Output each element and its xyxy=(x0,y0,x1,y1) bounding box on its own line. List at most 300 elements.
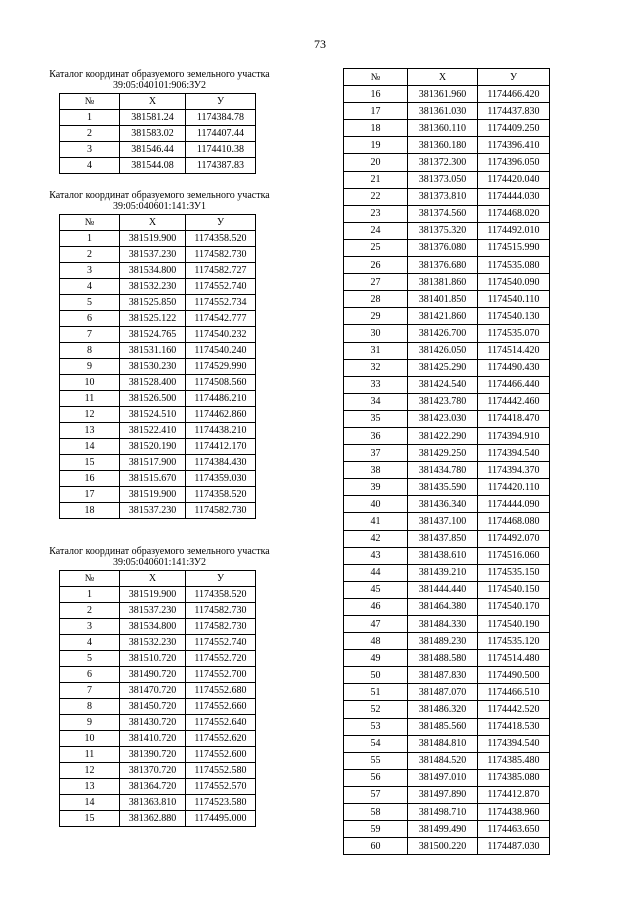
cell-x: 381470.720 xyxy=(120,683,186,699)
cell-number: 9 xyxy=(60,359,120,375)
header-x: X xyxy=(120,215,186,231)
cell-y: 1174552.620 xyxy=(186,731,256,747)
cell-x: 381524.510 xyxy=(120,407,186,423)
cell-number: 25 xyxy=(344,239,408,256)
table-row xyxy=(60,295,256,311)
cell-y: 1174387.83 xyxy=(186,158,256,174)
cell-number: 31 xyxy=(344,342,408,359)
cell-number: 1 xyxy=(60,587,120,603)
cell-y: 1174540.150 xyxy=(478,581,550,598)
table-row xyxy=(60,487,256,503)
cell-number: 48 xyxy=(344,633,408,650)
table-row xyxy=(60,327,256,343)
cell-x: 381390.720 xyxy=(120,747,186,763)
cell-x: 381410.720 xyxy=(120,731,186,747)
cell-x: 381435.590 xyxy=(408,479,478,496)
parcel-number: 39:05:040601:141:ЗУ2 xyxy=(113,557,206,568)
cell-number: 38 xyxy=(344,462,408,479)
table-row xyxy=(60,699,256,715)
cell-x: 381581.24 xyxy=(120,110,186,126)
cell-number: 39 xyxy=(344,479,408,496)
table-row xyxy=(344,462,550,479)
table-row xyxy=(344,342,550,359)
cell-x: 381437.850 xyxy=(408,530,478,547)
catalog-title: Каталог координат образуемого земельного участка xyxy=(49,190,270,201)
table-row xyxy=(344,752,550,769)
table-row xyxy=(344,804,550,821)
cell-number: 43 xyxy=(344,547,408,564)
cell-x: 381429.250 xyxy=(408,445,478,462)
cell-x: 381438.610 xyxy=(408,547,478,564)
cell-number: 27 xyxy=(344,274,408,291)
cell-x: 381372.300 xyxy=(408,154,478,171)
cell-y: 1174582.727 xyxy=(186,263,256,279)
table-row xyxy=(344,735,550,752)
header-y: У xyxy=(478,69,550,86)
table-row xyxy=(60,811,256,827)
cell-x: 381484.330 xyxy=(408,616,478,633)
cell-number: 12 xyxy=(60,407,120,423)
parcel-number: 39:05:040101:906:ЗУ2 xyxy=(113,80,206,91)
cell-y: 1174540.170 xyxy=(478,598,550,615)
cell-x: 381486.320 xyxy=(408,701,478,718)
cell-y: 1174444.090 xyxy=(478,496,550,513)
cell-number: 8 xyxy=(60,699,120,715)
cell-number: 51 xyxy=(344,684,408,701)
cell-x: 381424.540 xyxy=(408,376,478,393)
table-row xyxy=(60,763,256,779)
cell-number: 41 xyxy=(344,513,408,530)
cell-x: 381517.900 xyxy=(120,455,186,471)
table-row xyxy=(60,439,256,455)
cell-y: 1174492.070 xyxy=(478,530,550,547)
table-row xyxy=(60,455,256,471)
table-row xyxy=(60,619,256,635)
cell-number: 7 xyxy=(60,327,120,343)
cell-x: 381488.580 xyxy=(408,650,478,667)
cell-y: 1174552.720 xyxy=(186,651,256,667)
cell-y: 1174358.520 xyxy=(186,231,256,247)
table-row xyxy=(60,603,256,619)
cell-number: 29 xyxy=(344,308,408,325)
cell-x: 381423.030 xyxy=(408,410,478,427)
cell-y: 1174508.560 xyxy=(186,375,256,391)
cell-x: 381522.410 xyxy=(120,423,186,439)
table-row xyxy=(344,650,550,667)
cell-x: 381370.720 xyxy=(120,763,186,779)
cell-y: 1174552.640 xyxy=(186,715,256,731)
cell-y: 1174396.410 xyxy=(478,137,550,154)
cell-number: 7 xyxy=(60,683,120,699)
cell-y: 1174466.440 xyxy=(478,376,550,393)
cell-number: 5 xyxy=(60,295,120,311)
table-row xyxy=(344,821,550,838)
coordinates-table xyxy=(59,570,256,827)
table-row xyxy=(344,684,550,701)
table-row xyxy=(344,786,550,803)
cell-y: 1174552.740 xyxy=(186,279,256,295)
cell-x: 381537.230 xyxy=(120,503,186,519)
header-y: У xyxy=(186,94,256,110)
cell-x: 381489.230 xyxy=(408,633,478,650)
cell-y: 1174466.420 xyxy=(478,86,550,103)
cell-y: 1174552.700 xyxy=(186,667,256,683)
cell-x: 381525.850 xyxy=(120,295,186,311)
cell-number: 47 xyxy=(344,616,408,633)
cell-number: 58 xyxy=(344,804,408,821)
cell-x: 381519.900 xyxy=(120,587,186,603)
cell-y: 1174412.870 xyxy=(478,786,550,803)
header-x: X xyxy=(120,94,186,110)
cell-number: 59 xyxy=(344,821,408,838)
catalog-section-zu2-141 xyxy=(37,546,282,827)
cell-number: 56 xyxy=(344,769,408,786)
table-row xyxy=(60,635,256,651)
table-row xyxy=(60,683,256,699)
cell-number: 40 xyxy=(344,496,408,513)
cell-number: 3 xyxy=(60,619,120,635)
cell-x: 381525.122 xyxy=(120,311,186,327)
cell-number: 32 xyxy=(344,359,408,376)
table-row xyxy=(344,86,550,103)
table-row xyxy=(60,587,256,603)
cell-y: 1174540.090 xyxy=(478,274,550,291)
cell-number: 53 xyxy=(344,718,408,735)
cell-number: 1 xyxy=(60,231,120,247)
cell-y: 1174582.730 xyxy=(186,603,256,619)
cell-y: 1174385.480 xyxy=(478,752,550,769)
table-row xyxy=(344,359,550,376)
cell-x: 381497.890 xyxy=(408,786,478,803)
cell-number: 9 xyxy=(60,715,120,731)
header-number: № xyxy=(60,94,120,110)
cell-number: 26 xyxy=(344,257,408,274)
cell-y: 1174495.000 xyxy=(186,811,256,827)
cell-x: 381362.880 xyxy=(120,811,186,827)
cell-x: 381510.720 xyxy=(120,651,186,667)
cell-x: 381436.340 xyxy=(408,496,478,513)
table-row xyxy=(344,188,550,205)
cell-number: 37 xyxy=(344,445,408,462)
cell-x: 381498.710 xyxy=(408,804,478,821)
cell-y: 1174540.232 xyxy=(186,327,256,343)
table-row xyxy=(344,376,550,393)
cell-x: 381375.320 xyxy=(408,222,478,239)
table-row xyxy=(60,423,256,439)
table-row xyxy=(60,231,256,247)
table-row xyxy=(344,701,550,718)
table-row xyxy=(60,110,256,126)
table-row xyxy=(60,747,256,763)
catalog-continuation xyxy=(343,68,550,855)
cell-number: 8 xyxy=(60,343,120,359)
table-row xyxy=(60,407,256,423)
table-row xyxy=(344,479,550,496)
table-row xyxy=(60,359,256,375)
cell-x: 381484.520 xyxy=(408,752,478,769)
cell-y: 1174462.860 xyxy=(186,407,256,423)
table-row xyxy=(344,581,550,598)
header-x: X xyxy=(408,69,478,86)
cell-y: 1174486.210 xyxy=(186,391,256,407)
cell-x: 381544.08 xyxy=(120,158,186,174)
header-number: № xyxy=(60,571,120,587)
cell-y: 1174582.730 xyxy=(186,619,256,635)
table-row xyxy=(344,838,550,855)
cell-number: 24 xyxy=(344,222,408,239)
cell-x: 381534.800 xyxy=(120,263,186,279)
cell-number: 10 xyxy=(60,375,120,391)
cell-x: 381423.780 xyxy=(408,393,478,410)
cell-x: 381530.230 xyxy=(120,359,186,375)
cell-y: 1174552.740 xyxy=(186,635,256,651)
table-row xyxy=(344,427,550,444)
cell-number: 17 xyxy=(344,103,408,120)
cell-number: 15 xyxy=(60,811,120,827)
cell-number: 54 xyxy=(344,735,408,752)
table-row xyxy=(344,257,550,274)
table-row xyxy=(60,731,256,747)
cell-x: 381361.030 xyxy=(408,103,478,120)
cell-y: 1174420.110 xyxy=(478,479,550,496)
cell-number: 13 xyxy=(60,423,120,439)
cell-x: 381376.680 xyxy=(408,257,478,274)
cell-y: 1174444.030 xyxy=(478,188,550,205)
cell-number: 55 xyxy=(344,752,408,769)
table-row xyxy=(344,120,550,137)
cell-y: 1174523.580 xyxy=(186,795,256,811)
parcel-number: 39:05:040601:141:ЗУ1 xyxy=(113,201,206,212)
cell-x: 381500.220 xyxy=(408,838,478,855)
cell-x: 381532.230 xyxy=(120,635,186,651)
cell-x: 381439.210 xyxy=(408,564,478,581)
cell-y: 1174582.730 xyxy=(186,503,256,519)
cell-x: 381426.700 xyxy=(408,325,478,342)
cell-y: 1174418.470 xyxy=(478,410,550,427)
cell-y: 1174552.680 xyxy=(186,683,256,699)
cell-x: 381437.100 xyxy=(408,513,478,530)
table-row xyxy=(60,795,256,811)
catalog-caption xyxy=(37,546,282,568)
cell-y: 1174466.510 xyxy=(478,684,550,701)
cell-number: 16 xyxy=(344,86,408,103)
page-number: 73 xyxy=(314,37,326,51)
cell-number: 22 xyxy=(344,188,408,205)
cell-x: 381487.070 xyxy=(408,684,478,701)
cell-y: 1174535.080 xyxy=(478,257,550,274)
table-row xyxy=(344,667,550,684)
coordinates-table xyxy=(59,214,256,519)
table-row xyxy=(60,391,256,407)
table-row xyxy=(60,279,256,295)
cell-y: 1174516.060 xyxy=(478,547,550,564)
cell-y: 1174542.777 xyxy=(186,311,256,327)
cell-y: 1174540.110 xyxy=(478,291,550,308)
cell-y: 1174358.520 xyxy=(186,587,256,603)
cell-x: 381537.230 xyxy=(120,603,186,619)
cell-y: 1174535.120 xyxy=(478,633,550,650)
cell-number: 35 xyxy=(344,410,408,427)
cell-y: 1174437.830 xyxy=(478,103,550,120)
table-row xyxy=(60,311,256,327)
cell-x: 381499.490 xyxy=(408,821,478,838)
cell-number: 60 xyxy=(344,838,408,855)
table-header-row xyxy=(60,215,256,231)
cell-number: 11 xyxy=(60,747,120,763)
cell-x: 381381.860 xyxy=(408,274,478,291)
cell-x: 381528.400 xyxy=(120,375,186,391)
catalog-title: Каталог координат образуемого земельного участка xyxy=(49,546,270,557)
cell-x: 381421.860 xyxy=(408,308,478,325)
cell-y: 1174412.170 xyxy=(186,439,256,455)
table-row xyxy=(344,769,550,786)
cell-y: 1174552.734 xyxy=(186,295,256,311)
cell-y: 1174490.500 xyxy=(478,667,550,684)
catalog-section-zu2-906 xyxy=(37,69,282,174)
cell-y: 1174418.530 xyxy=(478,718,550,735)
cell-y: 1174552.570 xyxy=(186,779,256,795)
cell-y: 1174515.990 xyxy=(478,239,550,256)
cell-y: 1174540.190 xyxy=(478,616,550,633)
table-row xyxy=(60,247,256,263)
cell-number: 13 xyxy=(60,779,120,795)
table-row xyxy=(344,274,550,291)
cell-number: 15 xyxy=(60,455,120,471)
cell-number: 10 xyxy=(60,731,120,747)
table-row xyxy=(60,503,256,519)
table-row xyxy=(344,598,550,615)
cell-y: 1174410.38 xyxy=(186,142,256,158)
header-y: У xyxy=(186,571,256,587)
table-row xyxy=(344,154,550,171)
cell-number: 4 xyxy=(60,279,120,295)
table-row xyxy=(344,496,550,513)
cell-x: 381373.810 xyxy=(408,188,478,205)
cell-y: 1174529.990 xyxy=(186,359,256,375)
cell-x: 381450.720 xyxy=(120,699,186,715)
cell-y: 1174394.910 xyxy=(478,427,550,444)
table-row xyxy=(60,142,256,158)
table-row xyxy=(60,667,256,683)
cell-x: 381464.380 xyxy=(408,598,478,615)
cell-y: 1174552.660 xyxy=(186,699,256,715)
cell-x: 381360.180 xyxy=(408,137,478,154)
cell-number: 33 xyxy=(344,376,408,393)
coordinates-table-continued xyxy=(343,68,550,855)
cell-x: 381497.010 xyxy=(408,769,478,786)
cell-number: 12 xyxy=(60,763,120,779)
cell-x: 381422.290 xyxy=(408,427,478,444)
cell-y: 1174420.040 xyxy=(478,171,550,188)
cell-number: 6 xyxy=(60,311,120,327)
cell-number: 52 xyxy=(344,701,408,718)
cell-number: 18 xyxy=(60,503,120,519)
cell-x: 381430.720 xyxy=(120,715,186,731)
header-number: № xyxy=(60,215,120,231)
table-header-row xyxy=(60,571,256,587)
cell-number: 2 xyxy=(60,126,120,142)
cell-x: 381426.050 xyxy=(408,342,478,359)
table-row xyxy=(344,171,550,188)
table-header-row xyxy=(344,69,550,86)
table-row xyxy=(344,239,550,256)
cell-number: 23 xyxy=(344,205,408,222)
cell-number: 42 xyxy=(344,530,408,547)
cell-number: 46 xyxy=(344,598,408,615)
cell-y: 1174540.130 xyxy=(478,308,550,325)
table-row xyxy=(60,375,256,391)
table-row xyxy=(60,126,256,142)
cell-x: 381485.560 xyxy=(408,718,478,735)
cell-x: 381360.110 xyxy=(408,120,478,137)
table-row xyxy=(344,308,550,325)
cell-y: 1174582.730 xyxy=(186,247,256,263)
table-row xyxy=(344,291,550,308)
table-row xyxy=(344,513,550,530)
cell-y: 1174385.080 xyxy=(478,769,550,786)
cell-number: 34 xyxy=(344,393,408,410)
table-row xyxy=(344,718,550,735)
cell-x: 381490.720 xyxy=(120,667,186,683)
cell-number: 14 xyxy=(60,439,120,455)
cell-number: 57 xyxy=(344,786,408,803)
table-row xyxy=(60,651,256,667)
cell-x: 381444.440 xyxy=(408,581,478,598)
cell-x: 381583.02 xyxy=(120,126,186,142)
table-row xyxy=(344,410,550,427)
cell-number: 50 xyxy=(344,667,408,684)
cell-number: 45 xyxy=(344,581,408,598)
cell-y: 1174514.420 xyxy=(478,342,550,359)
cell-number: 4 xyxy=(60,635,120,651)
table-row xyxy=(60,263,256,279)
cell-y: 1174535.150 xyxy=(478,564,550,581)
cell-number: 19 xyxy=(344,137,408,154)
table-row xyxy=(344,103,550,120)
cell-x: 381515.670 xyxy=(120,471,186,487)
table-row xyxy=(344,325,550,342)
header-x: X xyxy=(120,571,186,587)
cell-y: 1174442.460 xyxy=(478,393,550,410)
cell-number: 18 xyxy=(344,120,408,137)
cell-number: 30 xyxy=(344,325,408,342)
cell-y: 1174384.78 xyxy=(186,110,256,126)
table-header-row xyxy=(60,94,256,110)
cell-y: 1174396.050 xyxy=(478,154,550,171)
cell-x: 381401.850 xyxy=(408,291,478,308)
cell-y: 1174359.030 xyxy=(186,471,256,487)
cell-number: 3 xyxy=(60,142,120,158)
cell-x: 381519.900 xyxy=(120,231,186,247)
cell-number: 36 xyxy=(344,427,408,444)
cell-number: 17 xyxy=(60,487,120,503)
cell-number: 2 xyxy=(60,603,120,619)
cell-y: 1174442.520 xyxy=(478,701,550,718)
cell-y: 1174492.010 xyxy=(478,222,550,239)
cell-x: 381487.830 xyxy=(408,667,478,684)
cell-number: 20 xyxy=(344,154,408,171)
cell-y: 1174552.600 xyxy=(186,747,256,763)
table-row xyxy=(344,547,550,564)
cell-x: 381546.44 xyxy=(120,142,186,158)
table-row xyxy=(344,564,550,581)
cell-x: 381374.560 xyxy=(408,205,478,222)
cell-x: 381531.160 xyxy=(120,343,186,359)
table-row xyxy=(60,343,256,359)
cell-number: 11 xyxy=(60,391,120,407)
cell-number: 4 xyxy=(60,158,120,174)
table-row xyxy=(344,393,550,410)
